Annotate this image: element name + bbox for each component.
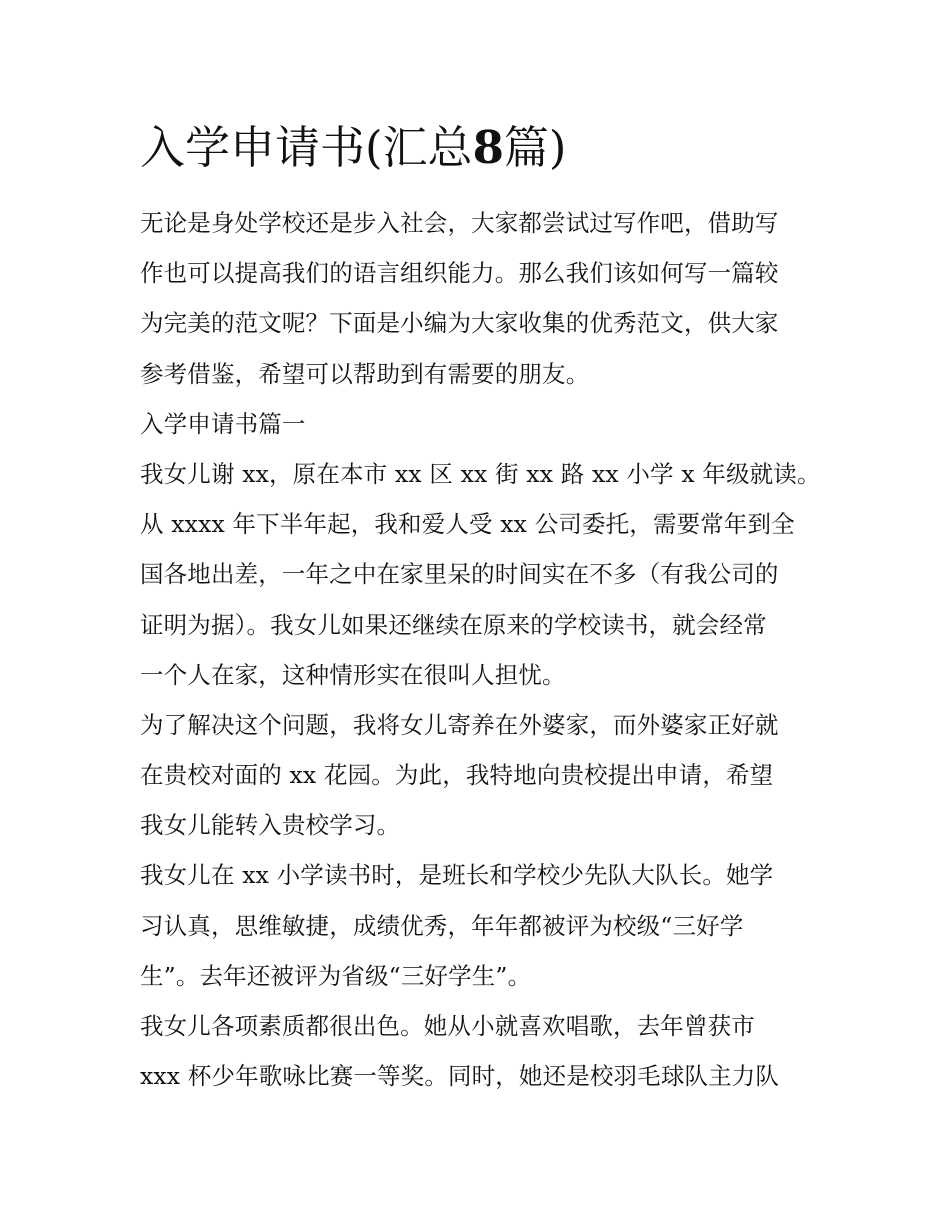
section-heading: 入学申请书篇一 (140, 409, 306, 438)
title-text-part1: 入学申请书(汇总 (140, 121, 473, 174)
text-line: 为完美的范文呢？下面是小编为大家收集的优秀范文，供大家 (140, 309, 779, 338)
text-line: 无论是身处学校还是步入社会，大家都尝试过写作吧，借助写 (140, 209, 779, 237)
text-line: 我女儿各项素质都很出色。她从小就喜欢唱歌，去年曾获市 (140, 1012, 755, 1040)
text-line: 参考借鉴，希望可以帮助到有需要的朋友。 (140, 359, 590, 388)
text-line: 证明为据）。我女儿如果还继续在原来的学校读书，就会经常 (140, 610, 767, 639)
text-line: 我女儿能转入贵校学习。 (140, 811, 401, 840)
title-number: 8 (472, 121, 504, 174)
text-line: 我女儿谢 xx，原在本市 xx 区 xx 街 xx 路 xx 小学 x 年级就读。 (140, 459, 821, 488)
text-line: 为了解决这个问题，我将女儿寄养在外婆家，而外婆家正好就 (140, 710, 779, 739)
text-line: 生”。去年还被评为省级“三好学生”。 (140, 961, 532, 990)
text-line: xxx 杯少年歌咏比赛一等奖。同时，她还是校羽毛球队主力队 (140, 1062, 780, 1091)
document-body (140, 198, 820, 1101)
text-line: 作也可以提高我们的语言组织能力。那么我们该如何写一篇较 (140, 259, 779, 288)
text-line: 一个人在家，这种情形实在很叫人担忧。 (140, 660, 566, 689)
text-line: 国各地出差，一年之中在家里呆的时间实在不多（有我公司的 (140, 560, 779, 589)
text-line: 从 xxxx 年下半年起，我和爱人受 xx 公司委托，需要常年到全 (140, 510, 795, 539)
document-title (140, 118, 820, 178)
text-line: 在贵校对面的 xx 花园。为此，我特地向贵校提出申请，希望 (140, 761, 774, 790)
text-line: 我女儿在 xx 小学读书时，是班长和学校少先队大队长。她学 (140, 861, 774, 890)
text-line: 习认真，思维敏捷，成绩优秀，年年都被评为校级“三好学 (140, 911, 744, 940)
title-text-part2: 篇) (503, 121, 567, 174)
